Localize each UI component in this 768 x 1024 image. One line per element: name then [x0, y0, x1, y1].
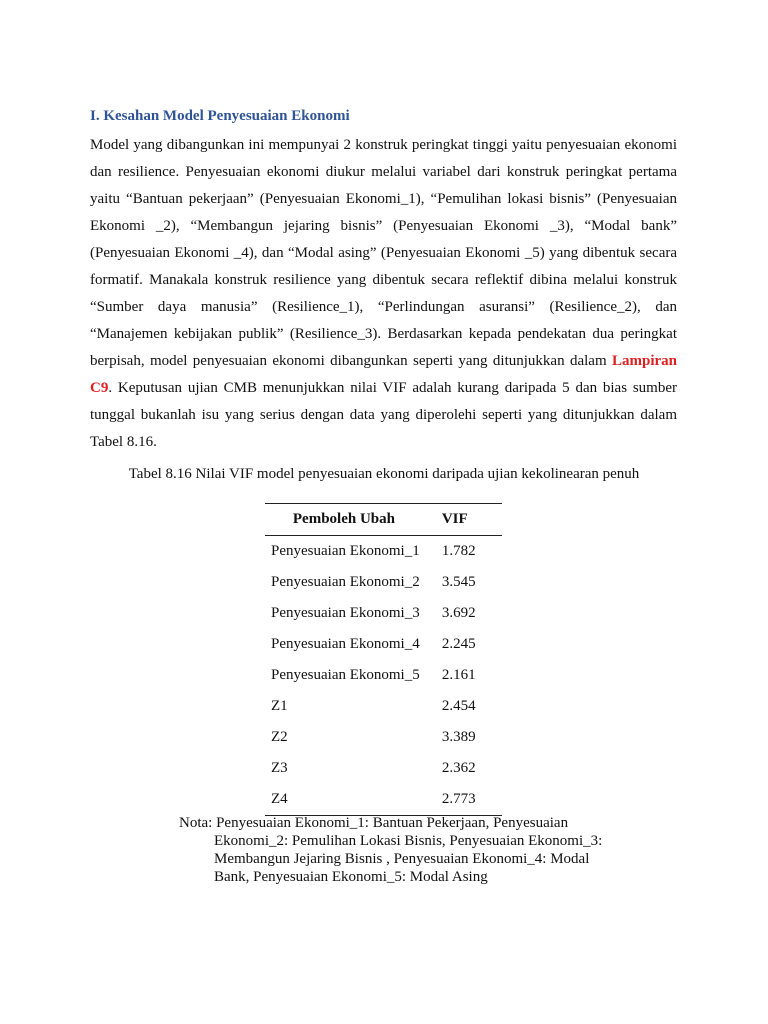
body-paragraph — [90, 132, 677, 456]
cell-vif: 2.454 — [441, 698, 476, 714]
cell-variable: Penyesuaian Ekonomi_4 — [271, 636, 420, 652]
cell-variable: Z4 — [265, 784, 423, 816]
table-row — [265, 536, 502, 568]
table-row — [265, 784, 502, 816]
note-line: Ekonomi_2: Pemulihan Lokasi Bisnis, Penyesuaian Ekonomi_3: — [214, 833, 603, 849]
table-row — [265, 691, 502, 722]
table-row — [265, 567, 502, 598]
cell-variable: Penyesuaian Ekonomi_5 — [271, 667, 420, 683]
table-caption: Tabel 8.16 Nilai VIF model penyesuaian ekonomi daripada ujian kekolinearan penuh — [128, 466, 640, 482]
cell-vif: 3.545 — [441, 574, 476, 590]
cell-vif: 2.773 — [423, 784, 502, 816]
note-line: Membangun Jejaring Bisnis , Penyesuaian Ekonomi_4: Modal — [214, 851, 590, 867]
cell-vif: 2.161 — [441, 667, 476, 683]
note-line: Nota: Penyesuaian Ekonomi_1: Bantuan Pekerjaan, Penyesuaian — [179, 815, 569, 831]
cell-variable: Penyesuaian Ekonomi_3 — [271, 605, 420, 621]
cell-variable: Z3 — [271, 760, 288, 776]
cell-vif: 1.782 — [441, 543, 476, 559]
cell-vif: 2.362 — [441, 760, 476, 776]
header-vif: VIF — [423, 504, 502, 536]
header-variable: Pemboleh Ubah — [265, 504, 423, 536]
table-row — [265, 722, 502, 753]
cell-variable: Z1 — [271, 698, 288, 714]
paragraph-text-1: Model yang dibangunkan ini mempunyai 2 konstruk peringkat tinggi yaitu penyesuaian ekonomi dan resilience. Penyesuaian ekonomi diukur melalui variabel dari konstruk peringkat pertama yaitu “Bantuan pekerjaan” (Penyesuaian Ekonomi_1), “Pemulihan lokasi bisnis” (Penyesuaian Ekonomi _2), “Membangun jejaring bisnis” (Penyesuaian Ekonomi _3), “Modal bank” (Penyesuaian Ekonomi _4), dan “Modal asing” (Penyesuaian Ekonomi _5) yang dibentuk secara formatif. Manakala konstruk resilience yang dibentuk secara reflektif dibina melalui konstruk “Sumber daya manusia” (Resilience_1), “Perlindungan asuransi” (Resilience_2), dan “Manajemen kebijakan publik” (Resilience_3). Berdasarkan kepada pendekatan dua peringkat berpisah, model penyesuaian ekonomi dibangunkan seperti yang ditunjukkan dalam — [90, 137, 677, 369]
table-row — [265, 753, 502, 784]
table-header-row — [265, 504, 502, 536]
cell-vif: 3.389 — [441, 729, 476, 745]
cell-variable: Penyesuaian Ekonomi_2 — [271, 574, 420, 590]
section-heading: I. Kesahan Model Penyesuaian Ekonomi — [90, 108, 350, 124]
cell-vif: 3.692 — [441, 605, 476, 621]
table-row — [265, 629, 502, 660]
note-line: Bank, Penyesuaian Ekonomi_5: Modal Asing — [214, 869, 488, 885]
cell-vif: 2.245 — [441, 636, 476, 652]
cell-variable: Penyesuaian Ekonomi_1 — [271, 543, 420, 559]
paragraph-text-2: . Keputusan ujian CMB menunjukkan nilai VIF adalah kurang daripada 5 dan bias sumber tunggal bukanlah isu yang serius dengan data yang diperolehi seperti yang ditunjukkan dalam Tabel 8.16. — [90, 380, 677, 450]
vif-table — [265, 503, 502, 816]
appendix-reference-link[interactable]: Lampiran C9 — [90, 353, 677, 396]
cell-variable: Z2 — [271, 729, 288, 745]
table-row — [265, 598, 502, 629]
table-note — [179, 814, 619, 886]
table-row — [265, 660, 502, 691]
